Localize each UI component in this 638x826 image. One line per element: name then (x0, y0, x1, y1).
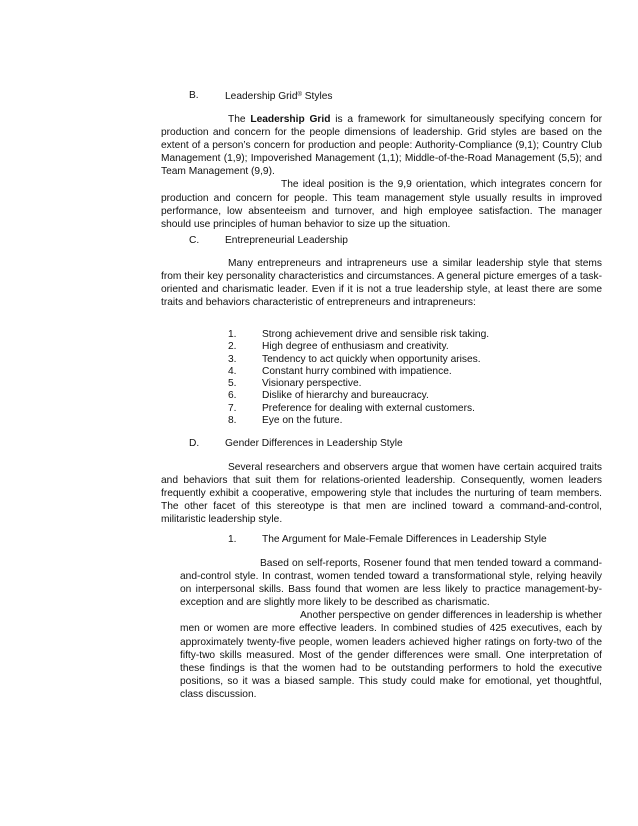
registered-mark: ® (297, 92, 302, 98)
subsection-1-title: The Argument for Male-Female Differences in Leadership Style (262, 534, 547, 545)
section-b-paragraph-1: The Leadership Grid is a framework for simultaneously specifying concern for production and concern for the people dimensions of leadership. Grid styles are based on the extent of a person’s concern for production and people: Authority-Compliance (9,1); Country Club Management (1,9); Impoverished Management (1,1); Middle-of-the-Road Management (5,5); and Team Management (9,9). (161, 114, 603, 178)
subsection-1-paragraph-2: Another perspective on gender differences in leadership is whether men or women are more effective leaders. In combined studies of 425 executives, each by approximately twenty-five people, women leaders achieved higher ratings on forty-two of the fifty-two skills measured. Most of the gender differences were small. One interpretation of these findings is that the women had to be outstanding performers to hold the executive positions, so it was a biased sample. This study could make for emotional, yet thoughtful, class discussion. (180, 610, 602, 700)
section-b-body (161, 113, 602, 231)
leadership-grid-term: Leadership Grid (250, 114, 331, 125)
section-d-title: Gender Differences in Leadership Style (225, 438, 403, 449)
section-b-letter: B. (189, 90, 199, 101)
section-d-letter: D. (189, 438, 200, 449)
section-c-title: Entrepreneurial Leadership (225, 235, 348, 246)
section-b-paragraph-2: The ideal position is the 9,9 orientation, which integrates concern for production and concern for people. This team management style usually results in improved performance, low absenteeism and turnover, and high employee satisfaction. The manager should use principles of human behavior to size up the situation. (161, 179, 602, 230)
document-page: B. Leadership Grid® Styles The Leadership Grid is a framework for simultaneously specifying concern for production and concern for the people dimensions of leadership. Grid styles are based on the extent of a person’s concern for production and people: Authority-Compliance (9,1); Country Club Management (1,9); Impoverished Management (1,1); Middle-of-the-Road Management (5,5); and Team Management (9,9). The ideal position is the 9,9 orientation, which integrates concern for production and concern for people. This team management style usually results in improved performance, low absenteeism and turnover, and high employee satisfaction. The manager should use principles of human behavior to size up the situation. C. Entrepreneurial Leadership Many entrepreneurs and intrapreneurs use a similar leadership style that stems from their key personality characteristics and circumstances. A general picture emerges of a task-oriented and charismatic leader. Even if it is not a true leadership style, at least there are some traits and behaviors characteristic of entrepreneurs and intrapreneurs: 1. Strong achievement drive and sensible risk taking. 2. High degree of enthusiasm and creativity. 3. Tendency to act quickly when opportunity arises. 4. Constant hurry combined with impatience. 5. Visionary perspective. 6. Dislike of hierarchy and bureaucracy. 7. Preference for dealing with external customers. 8. Eye on the future. D. Gender Differences in Leadership Style Several researchers and observers argue that women have certain acquired traits and behaviors that suit them for relations-oriented leadership. Consequently, women leaders frequently exhibit a cooperative, empowering style that includes the nurturing of team members. The other facet of this stereotype is that men are inclined toward a command-and-control, militaristic leadership style. 1. The Argument for Male-Female Differences in Leadership Style Based on self-reports, Rosener found that men tended toward a command-and-control style. In contrast, women tended toward a transformational style, relying heavily on interpersonal skills. Bass found that women are less likely to practice management-by-exception and are slightly more likely to be described as charismatic. Another perspective on gender differences in leadership is whether men or women are more effective leaders. In combined studies of 425 executives, each by approximately twenty-five people, women leaders achieved higher ratings on forty-two of the fifty-two skills measured. Most of the gender differences were small. One interpretation of these findings is that the women had to be outstanding performers to hold the executive positions, so it was a biased sample. This study could make for emotional, yet thoughtful, class discussion. (161, 90, 603, 700)
section-c-body (161, 257, 602, 309)
subsection-1-body (180, 557, 602, 701)
section-c-paragraph-1: Many entrepreneurs and intrapreneurs use a similar leadership style that stems from their key personality characteristics and circumstances. A general picture emerges of a task-oriented and charismatic leader. Even if it is not a true leadership style, at least there are some traits and behaviors characteristic of entrepreneurs and intrapreneurs: (161, 258, 602, 309)
section-b-title: Leadership Grid® Styles (225, 91, 333, 102)
section-c-letter: C. (189, 235, 200, 246)
subsection-1-number: 1. (228, 534, 237, 545)
section-d-body (161, 461, 602, 526)
section-d-paragraph-1: Several researchers and observers argue that women have certain acquired traits and behaviors that suit them for relations-oriented leadership. Consequently, women leaders frequently exhibit a cooperative, empowering style that includes the nurturing of team members. The other facet of this stereotype is that men are inclined toward a command-and-control, militaristic leadership style. (161, 462, 602, 526)
subsection-1-paragraph-1: Based on self-reports, Rosener found that men tended toward a command-and-control style. In contrast, women tended toward a transformational style, relying heavily on interpersonal skills. Bass found that women are less likely to practice management-by-exception and are slightly more likely to be described as charismatic. (180, 558, 602, 609)
